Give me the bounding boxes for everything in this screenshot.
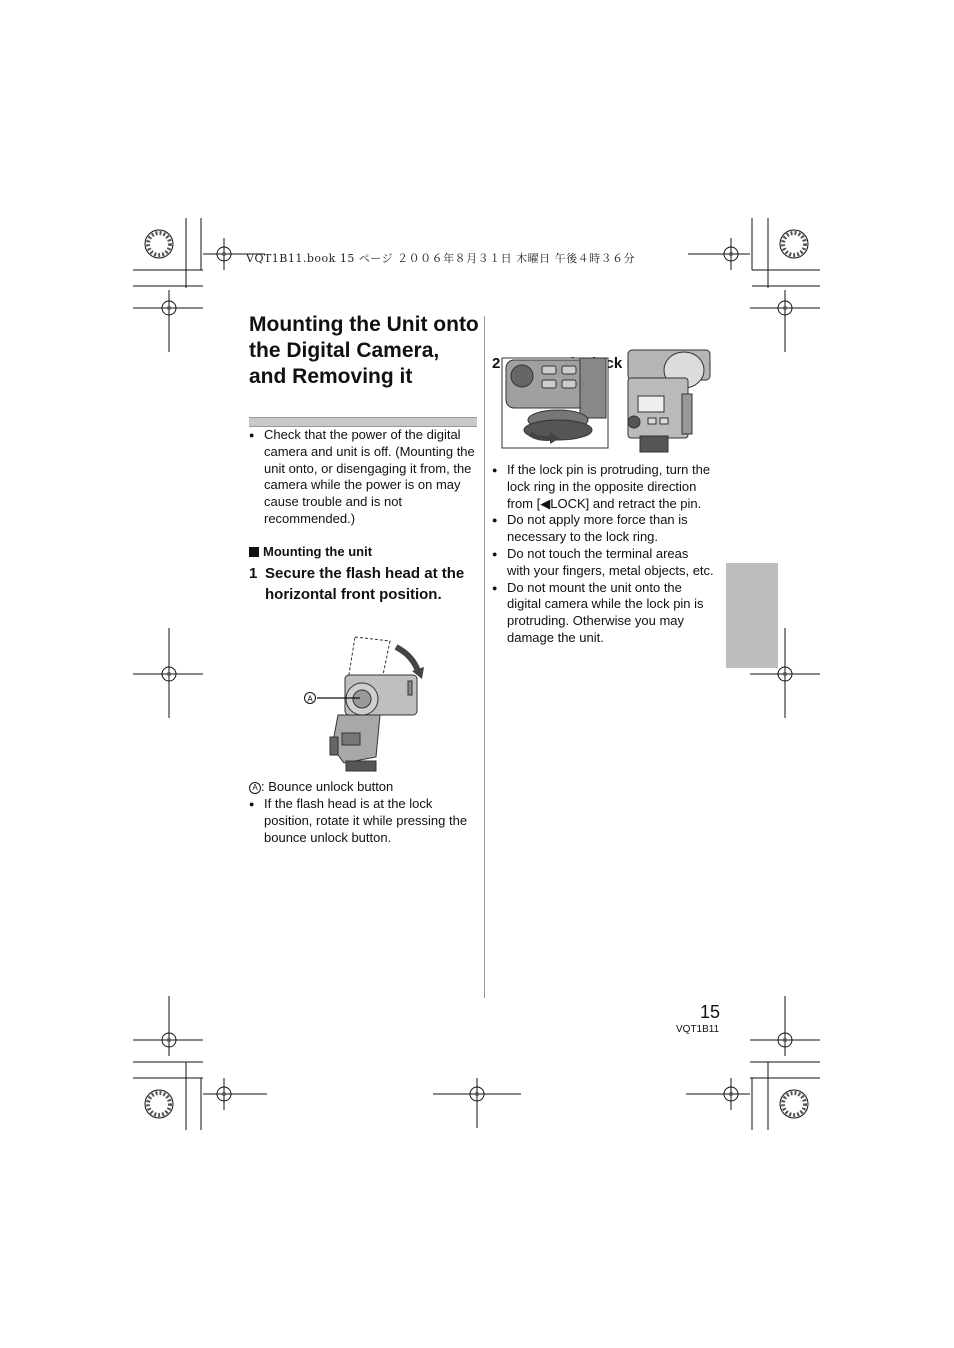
- column-divider: [484, 316, 485, 998]
- section-tab-marker: [726, 563, 778, 668]
- callout-marker: A: [249, 782, 261, 794]
- printer-slug-line: VQT1B11.book 15 ページ ２００６年８月３１日 木曜日 午後４時３６分: [246, 252, 636, 265]
- page-title: Mounting the Unit onto the Digital Camera, and Removing it: [249, 313, 479, 388]
- list-item: ● Do not apply more force than is necessary to the lock ring.: [492, 512, 714, 546]
- intro-bullet-list: [249, 427, 477, 528]
- list-item: ● Do not mount the unit onto the digital camera while the lock pin is protruding. Otherwise you may damage the unit.: [492, 580, 714, 647]
- list-item: ● If the lock pin is protruding, turn the lock ring in the opposite direction from [◀LOCK] and retract the pin.: [492, 462, 714, 512]
- step2-bullet-list: [492, 462, 714, 647]
- flash-head-illustration: [300, 637, 440, 777]
- step1-bullet-list: [249, 796, 477, 846]
- step-number: 1: [249, 565, 258, 582]
- step-number: 2: [492, 355, 501, 372]
- list-item: ● Check that the power of the digital camera and unit is off. (Mounting the unit onto, or disengaging it from, the camera while the power is on may cause trouble and is not recommended.): [249, 427, 477, 528]
- subheading-text: Mounting the unit: [263, 544, 373, 559]
- model-code: VQT1B11: [676, 1024, 720, 1035]
- list-item: ● If the flash head is at the lock position, rotate it while pressing the bounce unlock button.: [249, 796, 477, 846]
- callout-legend-text: : Bounce unlock button: [261, 779, 394, 794]
- callout-legend: [249, 779, 477, 796]
- step-text: Secure the flash head at the horizontal front position.: [265, 565, 465, 603]
- page-number: 15: [700, 1002, 721, 1022]
- step-1: [249, 564, 493, 605]
- section-subheading: [249, 544, 372, 559]
- lock-ring-illustration: [500, 348, 712, 458]
- figure-callout-label: A: [307, 694, 313, 704]
- title-underline-bar: [249, 417, 477, 427]
- list-item: ● Do not touch the terminal areas with your fingers, metal objects, etc.: [492, 546, 714, 580]
- square-bullet-icon: [249, 547, 259, 557]
